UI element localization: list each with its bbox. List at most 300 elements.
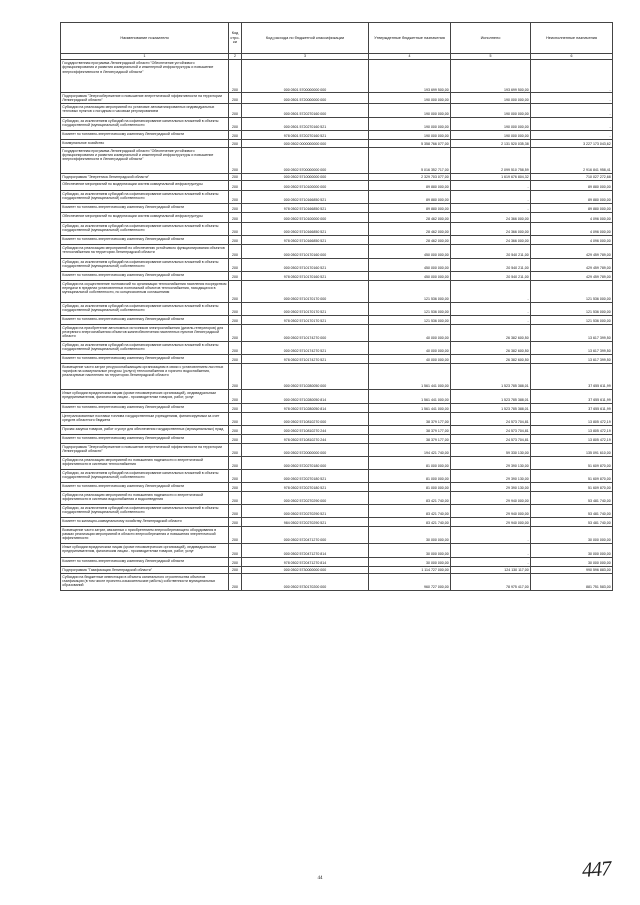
row-executed: 2 131 520 035,38 bbox=[451, 139, 531, 147]
row-executed: 29 390 130,00 bbox=[451, 469, 531, 482]
row-name: Иные субсидии юридическим лицам (кроме некоммерческих организаций), индивидуальным предпринимателям, физическим лицам - производителям товаров, работ, услуг bbox=[61, 543, 229, 557]
row-unexecuted: - bbox=[531, 103, 613, 117]
row-approved: 28 462 000,00 bbox=[369, 222, 451, 235]
row-unexecuted: 30 000 000,00 bbox=[531, 526, 613, 543]
table-row bbox=[61, 566, 613, 573]
row-approved: 190 000 000,00 bbox=[369, 130, 451, 139]
row-line-code: 200 bbox=[229, 425, 242, 434]
row-approved: 40 000 000,00 bbox=[369, 324, 451, 341]
row-name: Субсидии на реализацию мероприятий по обеспечению устойчивого функционирования объектов теплоснабжения на территории Ленинградской области bbox=[61, 244, 229, 258]
row-budget-code: 000 0502 5710174270 000 bbox=[242, 324, 369, 341]
row-name: Субсидии, за исключением субсидий на софинансирование капитальных вложений в объекты государственной (муниципальной) собственности bbox=[61, 341, 229, 354]
row-name: Субсидии на реализацию мероприятий по повышению надежности и энергетической эффективности в системах водоснабжения и водоотведения bbox=[61, 491, 229, 504]
row-budget-code: 978 0501 5720270160 521 bbox=[242, 130, 369, 139]
row-name: Комитет по топливно-энергетическому комплексу Ленинградской области bbox=[61, 315, 229, 324]
row-executed: 20 540 211,00 bbox=[451, 244, 531, 258]
table-row bbox=[61, 139, 613, 147]
row-name: Комитет по топливно-энергетическому комплексу Ленинградской области bbox=[61, 434, 229, 443]
row-name: Субсидии, за исключением субсидий на софинансирование капитальных вложений в объекты государственной (муниципальной) собственности bbox=[61, 302, 229, 315]
row-executed: 190 000 000,00 bbox=[451, 93, 531, 104]
row-executed: 29 940 000,00 bbox=[451, 504, 531, 517]
row-executed: 1 523 785 388,01 bbox=[451, 389, 531, 403]
table-row bbox=[61, 93, 613, 104]
row-budget-code: 000 0502 0000000000 000 bbox=[242, 139, 369, 147]
row-budget-code: 978 0502 5710166850 521 bbox=[242, 235, 369, 244]
header-executed: Исполнено bbox=[451, 23, 531, 54]
row-approved: 30 000 000,00 bbox=[369, 526, 451, 543]
table-row bbox=[61, 557, 613, 566]
row-unexecuted: - bbox=[531, 130, 613, 139]
row-executed: - bbox=[451, 543, 531, 557]
row-budget-code: 000 0502 5730000000 000 bbox=[242, 566, 369, 573]
row-unexecuted: 89 880 000,00 bbox=[531, 190, 613, 203]
row-name: Возмещение части затрат ресурсоснабжающим организациям в связи с установлением льготных тарифов на коммунальные ресурсы (услуги) теплоснабжения и горячего водоснабжения, реализуемые населению на территории Ленинградской области bbox=[61, 363, 229, 389]
table-row bbox=[61, 180, 613, 190]
row-unexecuted: 53 481 740,00 bbox=[531, 517, 613, 526]
row-line-code: 200 bbox=[229, 173, 242, 180]
row-name: Прочая закупка товаров, работ и услуг для обеспечения государственных (муниципальных) нужд bbox=[61, 425, 229, 434]
row-unexecuted: 990 596 883,00 bbox=[531, 566, 613, 573]
row-budget-code: 000 0502 5710170160 521 bbox=[242, 258, 369, 271]
row-executed: - bbox=[451, 526, 531, 543]
row-executed: 1 523 785 388,01 bbox=[451, 403, 531, 412]
row-approved: 81 000 000,00 bbox=[369, 456, 451, 469]
table-row bbox=[61, 212, 613, 222]
row-line-code: 200 bbox=[229, 354, 242, 363]
row-approved: 1 561 441 000,00 bbox=[369, 363, 451, 389]
row-approved: 38 379 177,00 bbox=[369, 434, 451, 443]
row-name: Субсидии на бюджетные инвестиции в объекты капитального строительства объектов газификации (в том числе проектно-изыскательские работы) собственности муниципальных образований bbox=[61, 573, 229, 590]
table-row bbox=[61, 425, 613, 434]
row-budget-code: 000 0502 5710280050 000 bbox=[242, 363, 369, 389]
col-number: 1 bbox=[61, 54, 229, 60]
row-line-code: 200 bbox=[229, 482, 242, 491]
row-approved: 190 000 000,00 bbox=[369, 93, 451, 104]
row-line-code: 200 bbox=[229, 103, 242, 117]
row-name: Субсидии, за исключением субсидий на софинансирование капитальных вложений в объекты государственной (муниципальной) собственности bbox=[61, 117, 229, 130]
header-unexecuted: Неисполненные назначения bbox=[531, 23, 613, 54]
col-number: 6 bbox=[531, 54, 613, 60]
page-number: 44 bbox=[317, 876, 323, 881]
row-approved: 38 379 177,00 bbox=[369, 425, 451, 434]
row-line-code: 200 bbox=[229, 130, 242, 139]
row-unexecuted: 13 805 472,19 bbox=[531, 425, 613, 434]
row-name: Субсидии на реализацию мероприятий по установке автоматизированных индивидуальных тепловых пунктов с погодным и часовым регулированием bbox=[61, 103, 229, 117]
row-approved: 30 000 000,00 bbox=[369, 557, 451, 566]
row-budget-code: 978 0502 5720471270 814 bbox=[242, 557, 369, 566]
row-budget-code: 000 0502 5710170170 521 bbox=[242, 302, 369, 315]
row-line-code: 200 bbox=[229, 117, 242, 130]
row-name: Комитет по топливно-энергетическому комплексу Ленинградской области bbox=[61, 403, 229, 412]
row-name: Субсидии, за исключением субсидий на софинансирование капитальных вложений в объекты государственной (муниципальной) собственности bbox=[61, 504, 229, 517]
row-line-code: 200 bbox=[229, 363, 242, 389]
row-approved: 121 536 000,00 bbox=[369, 280, 451, 302]
row-approved: 89 880 000,00 bbox=[369, 190, 451, 203]
row-line-code: 200 bbox=[229, 526, 242, 543]
row-name: Подпрограмма "Энергосбережение и повышение энергетической эффективности на территории Ленинградской области" bbox=[61, 443, 229, 456]
row-approved: 121 536 000,00 bbox=[369, 302, 451, 315]
table-row bbox=[61, 482, 613, 491]
row-line-code: 200 bbox=[229, 566, 242, 573]
row-executed: 24 573 704,81 bbox=[451, 434, 531, 443]
row-line-code: 200 bbox=[229, 543, 242, 557]
row-approved: 81 000 000,00 bbox=[369, 469, 451, 482]
row-budget-code: 000 0501 5720270160 521 bbox=[242, 117, 369, 130]
report-sheet bbox=[60, 22, 612, 869]
table-row bbox=[61, 412, 613, 425]
row-line-code: 200 bbox=[229, 434, 242, 443]
row-name: Комитет по топливно-энергетическому комплексу Ленинградской области bbox=[61, 271, 229, 280]
table-row bbox=[61, 491, 613, 504]
row-line-code: 200 bbox=[229, 491, 242, 504]
row-name: Комитет по топливно-энергетическому комплексу Ленинградской области bbox=[61, 235, 229, 244]
table-body bbox=[61, 60, 613, 591]
table-row bbox=[61, 341, 613, 354]
row-name: Обеспечение мероприятий по модернизации систем коммунальной инфраструктуры bbox=[61, 180, 229, 190]
row-name: Субсидии, за исключением субсидий на софинансирование капитальных вложений в объекты государственной (муниципальной) собственности bbox=[61, 258, 229, 271]
row-unexecuted: 89 880 000,00 bbox=[531, 180, 613, 190]
row-executed: - bbox=[451, 302, 531, 315]
row-line-code: 200 bbox=[229, 443, 242, 456]
row-unexecuted: 4 096 000,00 bbox=[531, 235, 613, 244]
row-name: Субсидии на приобретение автономных источников электроснабжения (дизель-генераторов) для резервного энергоснабжения объектов жизнеобеспечения населенных пунктов Ленинградской области bbox=[61, 324, 229, 341]
row-budget-code: 000 0501 5720000000 000 bbox=[242, 93, 369, 104]
row-approved: 960 727 000,00 bbox=[369, 573, 451, 590]
budget-execution-table bbox=[60, 22, 613, 591]
row-unexecuted: 429 459 789,00 bbox=[531, 258, 613, 271]
table-row bbox=[61, 235, 613, 244]
row-unexecuted: 13 617 399,50 bbox=[531, 324, 613, 341]
table-row bbox=[61, 271, 613, 280]
row-name: Комитет по топливно-энергетическому комплексу Ленинградской области bbox=[61, 203, 229, 212]
row-name: Комитет по топливно-энергетическому комплексу Ленинградской области bbox=[61, 482, 229, 491]
header-line-code: Код стро-ки bbox=[229, 23, 242, 54]
row-budget-code: 000 0501 5720270160 000 bbox=[242, 103, 369, 117]
row-budget-code: 000 0502 5710280050 814 bbox=[242, 389, 369, 403]
row-approved: 83 421 740,00 bbox=[369, 491, 451, 504]
row-name: Подпрограмма "Газификация Ленинградской области" bbox=[61, 566, 229, 573]
row-unexecuted: 53 481 740,00 bbox=[531, 491, 613, 504]
table-row bbox=[61, 258, 613, 271]
row-executed: 29 940 000,00 bbox=[451, 517, 531, 526]
row-unexecuted: 13 805 472,19 bbox=[531, 434, 613, 443]
row-line-code: 200 bbox=[229, 517, 242, 526]
row-budget-code: 000 0502 5720270290 000 bbox=[242, 491, 369, 504]
table-row bbox=[61, 302, 613, 315]
row-budget-code: 000 0502 5700000000 000 bbox=[242, 147, 369, 173]
row-name: Централизованные поставки топлива государственным учреждениям, финансируемым за счет средств областного бюджета bbox=[61, 412, 229, 425]
row-name: Возмещение части затрат, связанных с приобретением энергосберегающего оборудования в рамках реализации мероприятий в области энергосбережения и повышения энергетической эффективности bbox=[61, 526, 229, 543]
row-executed: - bbox=[451, 190, 531, 203]
row-line-code: 200 bbox=[229, 139, 242, 147]
row-line-code: 200 bbox=[229, 60, 242, 93]
row-unexecuted: 51 609 870,00 bbox=[531, 482, 613, 491]
row-unexecuted: 710 027 272,68 bbox=[531, 173, 613, 180]
row-unexecuted: 135 091 610,00 bbox=[531, 443, 613, 456]
row-line-code: 200 bbox=[229, 324, 242, 341]
row-budget-code: 000 0502 5710174270 521 bbox=[242, 341, 369, 354]
table-row bbox=[61, 403, 613, 412]
row-name: Комитет по топливно-энергетическому комплексу Ленинградской области bbox=[61, 130, 229, 139]
table-row bbox=[61, 573, 613, 590]
table-row bbox=[61, 526, 613, 543]
row-approved: 194 421 740,00 bbox=[369, 443, 451, 456]
table-row bbox=[61, 222, 613, 235]
row-budget-code: 978 0502 5710166850 521 bbox=[242, 203, 369, 212]
row-unexecuted: 89 880 000,00 bbox=[531, 203, 613, 212]
row-line-code: 200 bbox=[229, 389, 242, 403]
row-approved: 121 536 000,00 bbox=[369, 315, 451, 324]
row-executed: 24 366 000,00 bbox=[451, 212, 531, 222]
table-row bbox=[61, 203, 613, 212]
row-executed: - bbox=[451, 280, 531, 302]
row-executed: 24 573 704,81 bbox=[451, 412, 531, 425]
row-budget-code: 000 0502 5710100000 000 bbox=[242, 180, 369, 190]
row-name: Обеспечение мероприятий по модернизации систем коммунальной инфраструктуры bbox=[61, 212, 229, 222]
row-unexecuted: 51 609 870,00 bbox=[531, 456, 613, 469]
row-approved: 5 358 766 077,00 bbox=[369, 139, 451, 147]
row-line-code: 200 bbox=[229, 412, 242, 425]
table-header-row bbox=[61, 23, 613, 54]
row-approved: 5 016 352 717,00 bbox=[369, 147, 451, 173]
header-budget-code: Код расхода по бюджетной классификации bbox=[242, 23, 369, 54]
row-unexecuted: 13 617 399,50 bbox=[531, 341, 613, 354]
table-row bbox=[61, 103, 613, 117]
row-name: Коммунальное хозяйство bbox=[61, 139, 229, 147]
row-executed: 29 390 130,00 bbox=[451, 482, 531, 491]
row-line-code: 200 bbox=[229, 573, 242, 590]
row-budget-code: 000 0502 5710166850 521 bbox=[242, 190, 369, 203]
row-unexecuted: 2 916 841 958,41 bbox=[531, 147, 613, 173]
handwritten-mark: 447 bbox=[581, 856, 612, 882]
row-budget-code: 978 0502 5710174270 521 bbox=[242, 354, 369, 363]
row-executed: 29 390 130,00 bbox=[451, 456, 531, 469]
table-row bbox=[61, 190, 613, 203]
row-unexecuted: 121 536 000,00 bbox=[531, 302, 613, 315]
row-approved: 83 421 740,00 bbox=[369, 504, 451, 517]
row-executed: 190 000 000,00 bbox=[451, 103, 531, 117]
table-row bbox=[61, 543, 613, 557]
row-budget-code: 000 0502 5720000000 000 bbox=[242, 443, 369, 456]
row-approved: 450 000 000,00 bbox=[369, 244, 451, 258]
row-line-code: 200 bbox=[229, 244, 242, 258]
row-unexecuted: 121 536 000,00 bbox=[531, 315, 613, 324]
row-name: Комитет по жилищно-коммунальному хозяйству Ленинградской области bbox=[61, 517, 229, 526]
row-unexecuted: 881 751 583,00 bbox=[531, 573, 613, 590]
row-budget-code: 000 0502 5710100000 000 bbox=[242, 212, 369, 222]
row-line-code: 200 bbox=[229, 180, 242, 190]
row-unexecuted: 13 617 399,50 bbox=[531, 354, 613, 363]
row-executed: 78 975 417,00 bbox=[451, 573, 531, 590]
row-approved: 1 561 441 000,00 bbox=[369, 403, 451, 412]
row-line-code: 200 bbox=[229, 557, 242, 566]
row-budget-code: 978 0502 5720270180 521 bbox=[242, 482, 369, 491]
row-executed: 20 540 211,00 bbox=[451, 271, 531, 280]
table-row bbox=[61, 244, 613, 258]
col-number: 4 bbox=[369, 54, 451, 60]
row-name: Субсидии, за исключением субсидий на софинансирование капитальных вложений в объекты государственной (муниципальной) собственности bbox=[61, 469, 229, 482]
row-approved: 40 000 000,00 bbox=[369, 341, 451, 354]
table-row bbox=[61, 130, 613, 139]
row-name: Государственная программа Ленинградской области "Обеспечение устойчивого функционирования и развития коммунальной и инженерной инфраструктуры и повышение энергоэффективности в Ленинградской области" bbox=[61, 147, 229, 173]
row-line-code: 200 bbox=[229, 469, 242, 482]
row-line-code: 200 bbox=[229, 456, 242, 469]
row-unexecuted: 429 459 789,00 bbox=[531, 244, 613, 258]
row-executed: 29 940 000,00 bbox=[451, 491, 531, 504]
row-unexecuted: 4 096 000,00 bbox=[531, 222, 613, 235]
row-name: Субсидии, за исключением субсидий на софинансирование капитальных вложений в объекты государственной (муниципальной) собственности bbox=[61, 222, 229, 235]
row-approved: 40 000 000,00 bbox=[369, 354, 451, 363]
row-budget-code: 000 0502 5710000000 000 bbox=[242, 173, 369, 180]
row-executed: 193 699 500,00 bbox=[451, 60, 531, 93]
row-budget-code: 978 0502 5710170160 521 bbox=[242, 271, 369, 280]
row-unexecuted: 3 227 173 043,62 bbox=[531, 139, 613, 147]
row-approved: 1 561 441 000,00 bbox=[369, 389, 451, 403]
table-row bbox=[61, 443, 613, 456]
col-number: 2 bbox=[229, 54, 242, 60]
row-approved: 450 000 000,00 bbox=[369, 258, 451, 271]
row-executed: - bbox=[451, 180, 531, 190]
row-line-code: 200 bbox=[229, 280, 242, 302]
row-executed: 59 330 130,00 bbox=[451, 443, 531, 456]
row-line-code: 200 bbox=[229, 302, 242, 315]
row-unexecuted: - bbox=[531, 93, 613, 104]
row-line-code: 200 bbox=[229, 271, 242, 280]
row-unexecuted: 37 655 611,99 bbox=[531, 389, 613, 403]
table-row bbox=[61, 315, 613, 324]
table-row bbox=[61, 363, 613, 389]
table-row bbox=[61, 434, 613, 443]
row-name: Подпрограмма "Энергетика Ленинградской области" bbox=[61, 173, 229, 180]
row-executed: 26 382 600,50 bbox=[451, 324, 531, 341]
row-budget-code: 984 0502 5720270290 521 bbox=[242, 517, 369, 526]
table-row bbox=[61, 324, 613, 341]
row-name: Подпрограмма "Энергосбережение и повышение энергетической эффективности на территории Ленинградской области" bbox=[61, 93, 229, 104]
row-line-code: 200 bbox=[229, 222, 242, 235]
row-executed: 24 573 704,81 bbox=[451, 425, 531, 434]
row-approved: 450 000 000,00 bbox=[369, 271, 451, 280]
row-approved: 28 462 000,00 bbox=[369, 212, 451, 222]
row-name: Комитет по топливно-энергетическому комплексу Ленинградской области bbox=[61, 354, 229, 363]
row-unexecuted: 53 481 740,00 bbox=[531, 504, 613, 517]
row-executed: 190 000 000,00 bbox=[451, 117, 531, 130]
row-unexecuted: 4 096 000,00 bbox=[531, 212, 613, 222]
row-executed: 1 523 785 388,01 bbox=[451, 363, 531, 389]
row-line-code: 200 bbox=[229, 504, 242, 517]
row-executed: - bbox=[451, 315, 531, 324]
header-name: Наименование показателя bbox=[61, 23, 229, 54]
row-approved: 81 000 000,00 bbox=[369, 482, 451, 491]
row-approved: 89 880 000,00 bbox=[369, 203, 451, 212]
row-budget-code: 000 0502 5720270290 521 bbox=[242, 504, 369, 517]
row-executed: 26 382 600,50 bbox=[451, 354, 531, 363]
row-budget-code: 000 0502 5710170160 000 bbox=[242, 244, 369, 258]
row-approved: 190 000 000,00 bbox=[369, 117, 451, 130]
row-approved: 1 114 727 000,00 bbox=[369, 566, 451, 573]
table-row bbox=[61, 504, 613, 517]
row-unexecuted: 37 655 611,99 bbox=[531, 363, 613, 389]
table-row bbox=[61, 60, 613, 93]
row-approved: 30 000 000,00 bbox=[369, 543, 451, 557]
row-line-code: 200 bbox=[229, 93, 242, 104]
row-executed: 124 130 117,00 bbox=[451, 566, 531, 573]
row-name: Субсидии, за исключением субсидий на софинансирование капитальных вложений в объекты государственной (муниципальной) собственности bbox=[61, 190, 229, 203]
row-approved: 2 329 703 077,00 bbox=[369, 173, 451, 180]
row-executed: 24 366 000,00 bbox=[451, 235, 531, 244]
row-approved: 190 000 000,00 bbox=[369, 103, 451, 117]
row-budget-code: 000 0502 5710166850 521 bbox=[242, 222, 369, 235]
table-row bbox=[61, 517, 613, 526]
row-approved: 193 699 500,00 bbox=[369, 60, 451, 93]
row-name: Комитет по топливно-энергетическому комплексу Ленинградской области bbox=[61, 557, 229, 566]
row-budget-code: 000 0501 5700000000 000 bbox=[242, 60, 369, 93]
row-name: Иные субсидии юридическим лицам (кроме некоммерческих организаций), индивидуальным предпринимателям, физическим лицам - производителям товаров, работ, услуг bbox=[61, 389, 229, 403]
row-unexecuted: - bbox=[531, 60, 613, 93]
row-executed: 24 366 000,00 bbox=[451, 222, 531, 235]
row-budget-code: 000 0502 5720270180 521 bbox=[242, 469, 369, 482]
row-budget-code: 978 0502 5710170170 521 bbox=[242, 315, 369, 324]
row-approved: 83 421 740,00 bbox=[369, 517, 451, 526]
row-approved: 89 880 000,00 bbox=[369, 180, 451, 190]
row-budget-code: 978 0502 5710810270 244 bbox=[242, 434, 369, 443]
table-row bbox=[61, 147, 613, 173]
row-approved: 38 379 177,00 bbox=[369, 412, 451, 425]
row-budget-code: 000 0502 5710810270 000 bbox=[242, 412, 369, 425]
row-line-code: 200 bbox=[229, 258, 242, 271]
row-executed: 26 382 600,50 bbox=[451, 341, 531, 354]
row-budget-code: 978 0502 5710280050 814 bbox=[242, 403, 369, 412]
row-line-code: 200 bbox=[229, 403, 242, 412]
table-row bbox=[61, 456, 613, 469]
header-approved: Утвержденные бюджетные назначения bbox=[369, 23, 451, 54]
row-line-code: 200 bbox=[229, 190, 242, 203]
row-executed: 20 540 211,00 bbox=[451, 258, 531, 271]
row-budget-code: 000 0502 5720471270 000 bbox=[242, 526, 369, 543]
row-budget-code: 000 0502 5710170170 000 bbox=[242, 280, 369, 302]
table-row bbox=[61, 117, 613, 130]
row-line-code: 200 bbox=[229, 315, 242, 324]
row-executed: 2 099 510 758,59 bbox=[451, 147, 531, 173]
row-line-code: 200 bbox=[229, 212, 242, 222]
row-budget-code: 000 0502 5710810270 244 bbox=[242, 425, 369, 434]
row-unexecuted: 30 000 000,00 bbox=[531, 543, 613, 557]
col-number: 3 bbox=[242, 54, 369, 60]
row-unexecuted: 121 536 000,00 bbox=[531, 280, 613, 302]
col-number: 5 bbox=[451, 54, 531, 60]
row-executed: - bbox=[451, 557, 531, 566]
row-unexecuted: 30 000 000,00 bbox=[531, 557, 613, 566]
row-name: Субсидии на осуществление полномочий по организации теплоснабжения населения посредством передачи в пределах установленных полномочий объектов теплоснабжения, находящихся в муниципальной собственности, по концессионным соглашениям bbox=[61, 280, 229, 302]
row-executed: - bbox=[451, 203, 531, 212]
row-unexecuted: 13 805 472,19 bbox=[531, 412, 613, 425]
row-budget-code: 000 0502 5730170200 000 bbox=[242, 573, 369, 590]
row-line-code: 200 bbox=[229, 235, 242, 244]
table-row bbox=[61, 280, 613, 302]
row-line-code: 200 bbox=[229, 341, 242, 354]
table-row bbox=[61, 389, 613, 403]
row-unexecuted: 429 459 789,00 bbox=[531, 271, 613, 280]
row-budget-code: 000 0502 5720471270 814 bbox=[242, 543, 369, 557]
row-line-code: 200 bbox=[229, 147, 242, 173]
table-row bbox=[61, 354, 613, 363]
table-row bbox=[61, 173, 613, 180]
row-name: Государственная программа Ленинградской области "Обеспечение устойчивого функционирования и развития коммунальной и инженерной инфраструктуры и повышение энергоэффективности в Ленинградской области" bbox=[61, 60, 229, 93]
table-row bbox=[61, 469, 613, 482]
row-name: Субсидии на реализацию мероприятий по повышению надежности и энергетической эффективности в системах теплоснабжения bbox=[61, 456, 229, 469]
row-approved: 28 462 000,00 bbox=[369, 235, 451, 244]
row-unexecuted: 51 609 870,00 bbox=[531, 469, 613, 482]
row-executed: 190 000 000,00 bbox=[451, 130, 531, 139]
